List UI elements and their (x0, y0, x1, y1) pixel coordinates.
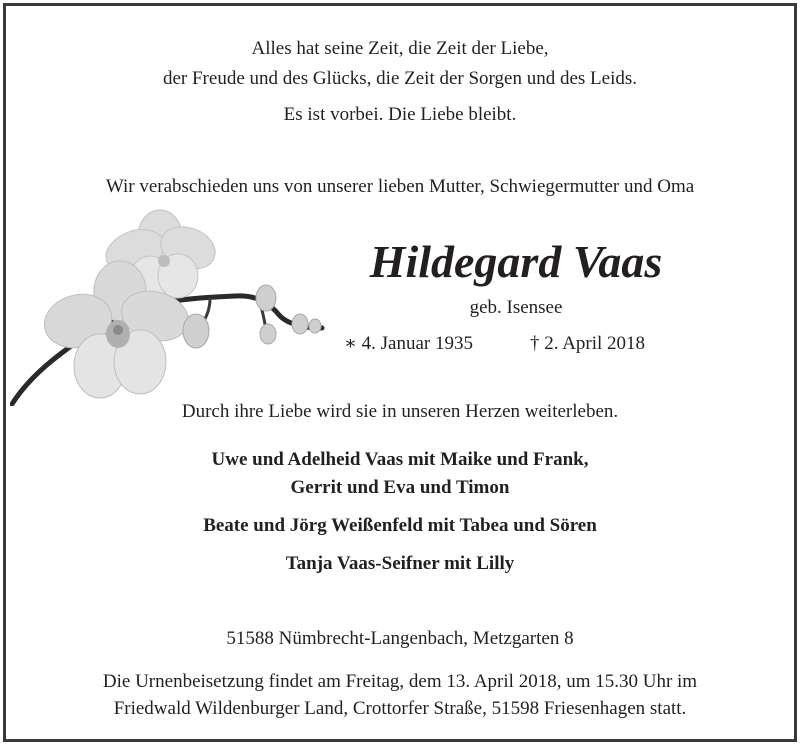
deceased-name: Hildegard Vaas (369, 236, 663, 287)
funeral-line-2: Friedwald Wildenburger Land, Crottorfer Straße, 51598 Friesenhagen statt. (113, 698, 687, 719)
verse-line-1: Alles hat seine Zeit, die Zeit der Liebe, (251, 38, 549, 59)
death-date: † 2. April 2018 (530, 333, 646, 354)
address-text: 51588 Nümbrecht-Langenbach, Metzgarten 8 (226, 628, 574, 649)
birth-date: ∗ 4. Januar 1935 (344, 333, 474, 354)
remembrance-text: Durch ihre Liebe wird sie in unseren Herzen weiterleben. (181, 401, 619, 422)
funeral-line-1: Die Urnenbeisetzung findet am Freitag, dem 13. April 2018, um 15.30 Uhr im (102, 671, 698, 692)
orchid-image (10, 206, 330, 406)
maiden-name: geb. Isensee (469, 297, 563, 318)
verse-line-3: Es ist vorbei. Die Liebe bleibt. (283, 104, 517, 125)
family-line-3: Beate und Jörg Weißenfeld mit Tabea und Sören (203, 515, 597, 536)
obituary-card (6, 6, 794, 739)
family-line-1: Uwe und Adelheid Vaas mit Maike und Frank, (211, 449, 589, 470)
family-line-2: Gerrit und Eva und Timon (290, 477, 510, 498)
intro-text: Wir verabschieden uns von unserer lieben Mutter, Schwiegermutter und Oma (105, 176, 695, 197)
family-line-4: Tanja Vaas-Seifner mit Lilly (285, 553, 515, 574)
verse-line-2: der Freude und des Glücks, die Zeit der Sorgen und des Leids. (162, 68, 638, 89)
obituary-border (3, 3, 797, 742)
